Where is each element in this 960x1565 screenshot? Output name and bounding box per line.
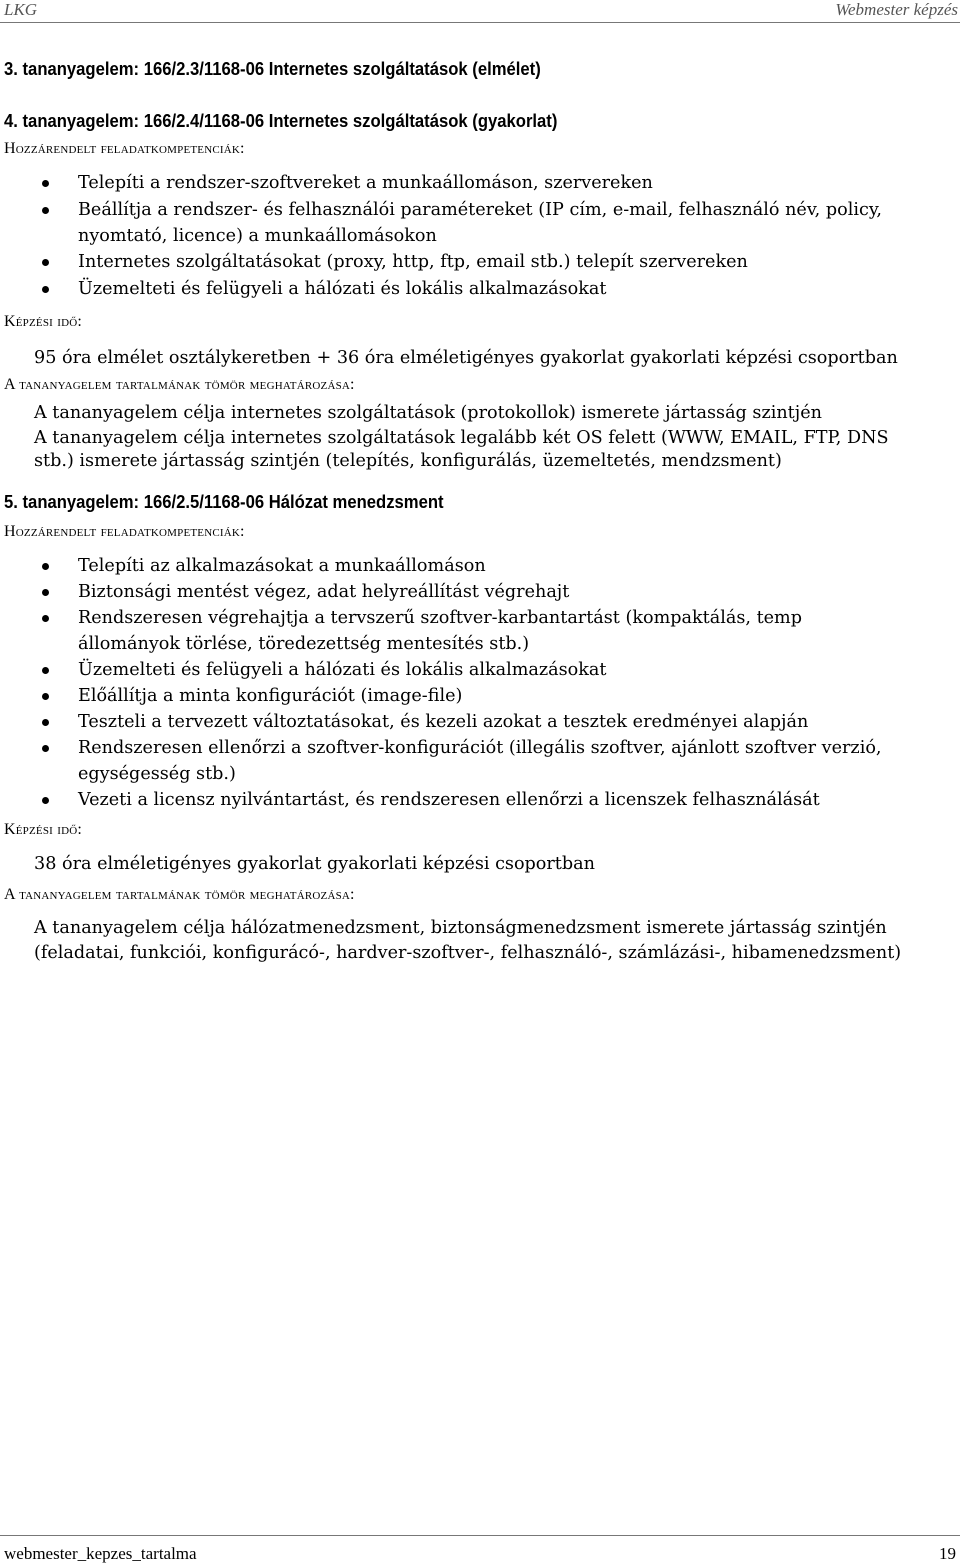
section-5-competency-list <box>4 553 904 813</box>
section-5-content-1: A tananyagelem célja hálózatmenedzsment, biztonságmenedzsment ismerete jártasság szintjén (feladatai, funkciói, konfigurácó-, hardver-szoftver-, felhasználó-, számlázási-, hibamenedzsment) <box>34 918 902 963</box>
list-item: Telepíti a rendszer-szoftvereket a munkaállomáson, szervereken <box>4 170 904 197</box>
list-item: Internetes szolgáltatásokat (proxy, http, ftp, email stb.) telepít szervereken <box>4 249 904 276</box>
section-4-heading: 4. tananyagelem: 166/2.4/1168-06 Internetes szolgáltatások (gyakorlat) <box>4 110 558 131</box>
bullet-icon <box>42 286 49 293</box>
bullet-icon <box>42 719 49 726</box>
section-5-content-label: A tananyagelem tartalmának tömör meghatározása: <box>4 886 355 903</box>
section-5-time-text: 38 óra elméletigényes gyakorlat gyakorlati képzési csoportban <box>34 854 595 874</box>
list-item: Beállítja a rendszer- és felhasználói paramétereket (IP cím, e-mail, felhasználó név, policy, nyomtató, licence) a munkaállomásokon <box>4 197 904 249</box>
list-item: Üzemelteti és felügyeli a hálózati és lokális alkalmazásokat <box>4 657 904 683</box>
document-body <box>4 58 904 966</box>
header-right-text: Webmester képzés <box>835 0 958 19</box>
bullet-icon <box>42 693 49 700</box>
section-4-competencies-label: Hozzárendelt feladatkompetenciák: <box>4 140 245 157</box>
page-header <box>0 0 960 26</box>
bullet-icon <box>42 589 49 596</box>
bullet-icon <box>42 797 49 804</box>
section-5-heading: 5. tananyagelem: 166/2.5/1168-06 Hálózat menedzsment <box>4 491 444 512</box>
section-4-content-2: A tananyagelem célja internetes szolgáltatások legalább két OS felett (WWW, EMAIL, FTP, DNS stb.) ismerete jártasság szintjén (telepítés, konfigurálás, üzemeltetés, mendzsment) <box>34 428 889 471</box>
bullet-icon <box>42 207 49 214</box>
bullet-icon <box>42 180 49 187</box>
bullet-icon <box>42 667 49 674</box>
section-5-time-label: Képzési idő: <box>4 821 83 838</box>
bullet-icon <box>42 615 49 622</box>
header-rule <box>0 22 960 23</box>
section-4-time-label: Képzési idő: <box>4 313 83 330</box>
list-item: Rendszeresen ellenőrzi a szoftver-konfigurációt (illegális szoftver, ajánlott szoftver verzió, egységesség stb.) <box>4 735 904 787</box>
section-5-competencies-label: Hozzárendelt feladatkompetenciák: <box>4 523 245 540</box>
page-number: 19 <box>939 1544 956 1563</box>
page-footer <box>0 1532 960 1565</box>
section-4-content-1: A tananyagelem célja internetes szolgáltatások (protokollok) ismerete jártasság szintjén <box>34 403 822 423</box>
list-item: Előállítja a minta konfigurációt (image-file) <box>4 683 904 709</box>
bullet-icon <box>42 745 49 752</box>
list-item: Rendszeresen végrehajtja a tervszerű szoftver-karbantartást (kompaktálás, temp állományok törlése, töredezettség mentesítés stb.) <box>4 605 904 657</box>
section-4-competency-list <box>4 170 904 303</box>
list-item: Telepíti az alkalmazásokat a munkaállomáson <box>4 553 904 579</box>
footer-rule <box>0 1535 960 1536</box>
section-3-heading: 3. tananyagelem: 166/2.3/1168-06 Internetes szolgáltatások (elmélet) <box>4 58 541 79</box>
list-item: Üzemelteti és felügyeli a hálózati és lokális alkalmazásokat <box>4 276 904 303</box>
header-left-text: LKG <box>4 0 38 19</box>
list-item: Teszteli a tervezett változtatásokat, és kezeli azokat a tesztek eredményei alapján <box>4 709 904 735</box>
bullet-icon <box>42 259 49 266</box>
bullet-icon <box>42 563 49 570</box>
footer-filename: webmester_kepzes_tartalma <box>4 1544 197 1563</box>
section-4-time-text: 95 óra elmélet osztálykeretben + 36 óra elméletigényes gyakorlat gyakorlati képzési csoportban <box>34 348 898 368</box>
list-item: Vezeti a licensz nyilvántartást, és rendszeresen ellenőrzi a licenszek felhasználását <box>4 787 904 813</box>
list-item: Biztonsági mentést végez, adat helyreállítást végrehajt <box>4 579 904 605</box>
section-4-content-label: A tananyagelem tartalmának tömör meghatározása: <box>4 376 355 393</box>
